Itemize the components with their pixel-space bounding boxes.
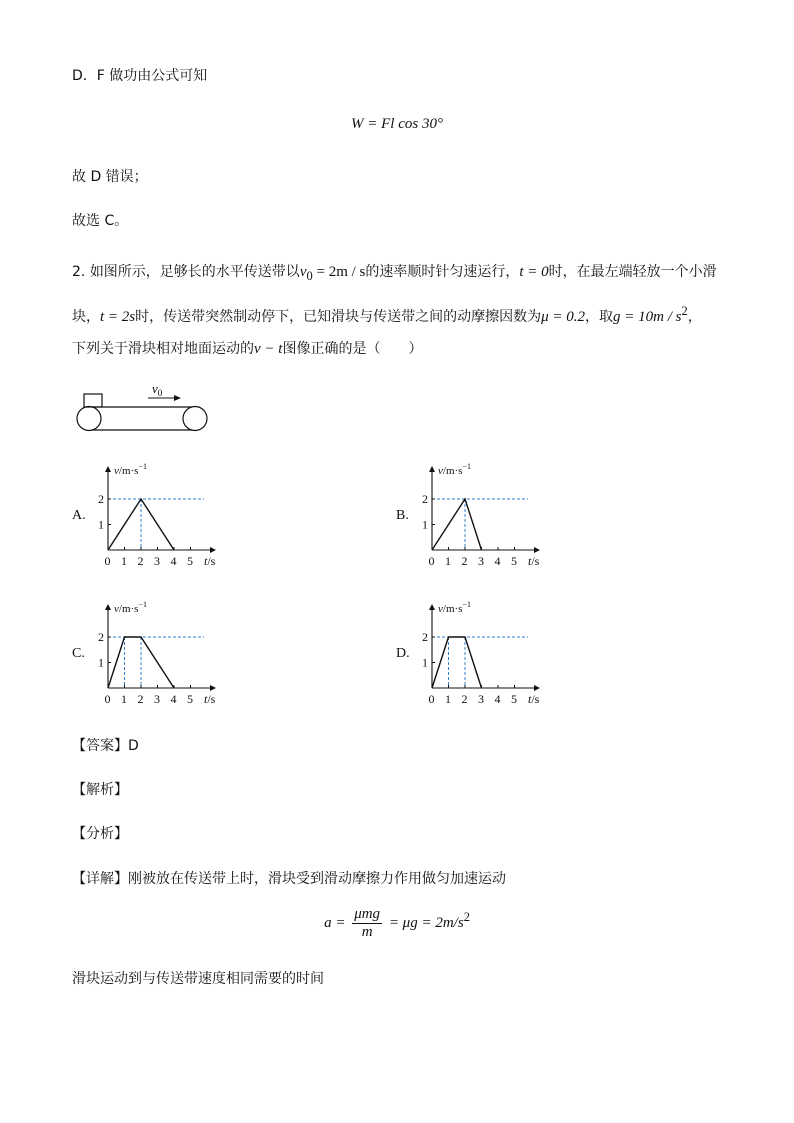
right-pulley — [183, 407, 207, 431]
x-tick-label: 0 — [428, 692, 435, 706]
answer-value: D — [128, 738, 139, 754]
y-axis-arrow — [429, 604, 435, 610]
x-tick-label: 4 — [170, 692, 177, 706]
y-tick-label: 2 — [422, 630, 428, 644]
x-tick-label: 4 — [494, 554, 501, 568]
x-tick-label: 0 — [104, 554, 111, 568]
option-a-label[interactable]: A. — [72, 508, 86, 523]
x-tick-label: 0 — [428, 554, 435, 568]
x-tick-label: 4 — [170, 554, 177, 568]
y-axis-label: $v/m\cdot s^{-1}$ — [438, 600, 471, 615]
velocity-series-line — [432, 499, 482, 550]
y-axis-label: $v/m\cdot s^{-1}$ — [438, 462, 471, 477]
y-tick-label: 1 — [422, 655, 428, 670]
slider-block — [84, 394, 102, 407]
x-tick-label: 5 — [511, 692, 517, 706]
y-axis-label: $v/m\cdot s^{-1}$ — [114, 600, 147, 615]
x-tick-label: 3 — [478, 554, 484, 568]
x-axis-arrow — [534, 685, 540, 691]
x-axis-arrow — [534, 547, 540, 553]
x-axis-label: t/s — [204, 692, 216, 706]
x-tick-label: 2 — [461, 692, 468, 706]
x-tick-label: 5 — [187, 554, 193, 568]
question-line-3: 下列关于滑块相对地面运动的v − t图像正确的是（ ） — [72, 341, 423, 357]
y-tick-label: 2 — [98, 630, 104, 644]
x-axis-label: t/s — [204, 554, 216, 568]
conclusion-d: 故 D 错误； — [72, 169, 148, 185]
x-tick-label: 2 — [461, 554, 468, 568]
x-tick-label: 3 — [154, 554, 160, 568]
belt-v0-label: $v_0$ — [152, 381, 163, 398]
x-tick-label: 2 — [137, 554, 144, 568]
acceleration-formula: a = $\frac{\text{μmg}}{m}$ = $\mu g = 2m/s^2$ — [324, 906, 470, 940]
x-tick-label: 4 — [494, 692, 501, 706]
question-number: 2. — [72, 264, 86, 280]
x-tick-label: 1 — [445, 554, 451, 568]
option-a-graph[interactable] — [92, 462, 232, 572]
option-d-graph[interactable] — [416, 600, 556, 710]
time-line: 滑块运动到与传送带速度相同需要的时间 — [72, 971, 324, 987]
option-c-label[interactable]: C. — [72, 646, 85, 661]
y-tick-label: 1 — [98, 517, 104, 532]
option-d-explanation: D．F 做功由公式可知 — [72, 68, 208, 84]
option-c-graph[interactable] — [92, 600, 232, 710]
y-tick-label: 1 — [422, 517, 428, 532]
x-tick-label: 1 — [445, 692, 451, 706]
x-tick-label: 3 — [154, 692, 160, 706]
analysis-heading: 【解析】 — [72, 782, 128, 798]
x-axis-arrow — [210, 547, 216, 553]
conveyor-belt-figure — [72, 378, 212, 436]
y-tick-label: 2 — [98, 492, 104, 506]
y-tick-label: 1 — [98, 655, 104, 670]
y-axis-arrow — [105, 466, 111, 472]
x-axis-label: t/s — [528, 554, 540, 568]
x-tick-label: 0 — [104, 692, 111, 706]
x-tick-label: 2 — [137, 692, 144, 706]
y-axis-label: $v/m\cdot s^{-1}$ — [114, 462, 147, 477]
detail-line: 【详解】刚被放在传送带上时，滑块受到滑动摩擦力作用做匀加速运动 — [72, 871, 506, 887]
answer-line: 【答案】D — [72, 738, 139, 754]
y-axis-arrow — [105, 604, 111, 610]
y-axis-arrow — [429, 466, 435, 472]
option-b-label[interactable]: B. — [396, 508, 409, 523]
option-b-graph[interactable] — [416, 462, 556, 572]
fenxi-heading: 【分析】 — [72, 826, 128, 842]
velocity-arrowhead — [174, 395, 181, 401]
left-pulley — [77, 407, 101, 431]
velocity-series-line — [432, 637, 482, 688]
question-line-1: 2. 如图所示，足够长的水平传送带以$v_0 = 2m / s$的速率顺时针匀速运行，t = 0时，在最左端轻放一个小滑 — [72, 264, 717, 283]
x-tick-label: 3 — [478, 692, 484, 706]
x-axis-label: t/s — [528, 692, 540, 706]
x-tick-label: 1 — [121, 692, 127, 706]
y-tick-label: 2 — [422, 492, 428, 506]
x-tick-label: 5 — [187, 692, 193, 706]
x-tick-label: 5 — [511, 554, 517, 568]
work-formula: W = Fl cos 30° — [351, 116, 443, 132]
x-axis-arrow — [210, 685, 216, 691]
option-d-label[interactable]: D. — [396, 646, 410, 661]
question-line-2: 块，t = 2s时，传送带突然制动停下，已知滑块与传送带之间的动摩擦因数为μ = 0.2，取$g = 10m / s^2$， — [72, 304, 702, 325]
x-tick-label: 1 — [121, 554, 127, 568]
choose-c: 故选 C。 — [72, 213, 129, 229]
